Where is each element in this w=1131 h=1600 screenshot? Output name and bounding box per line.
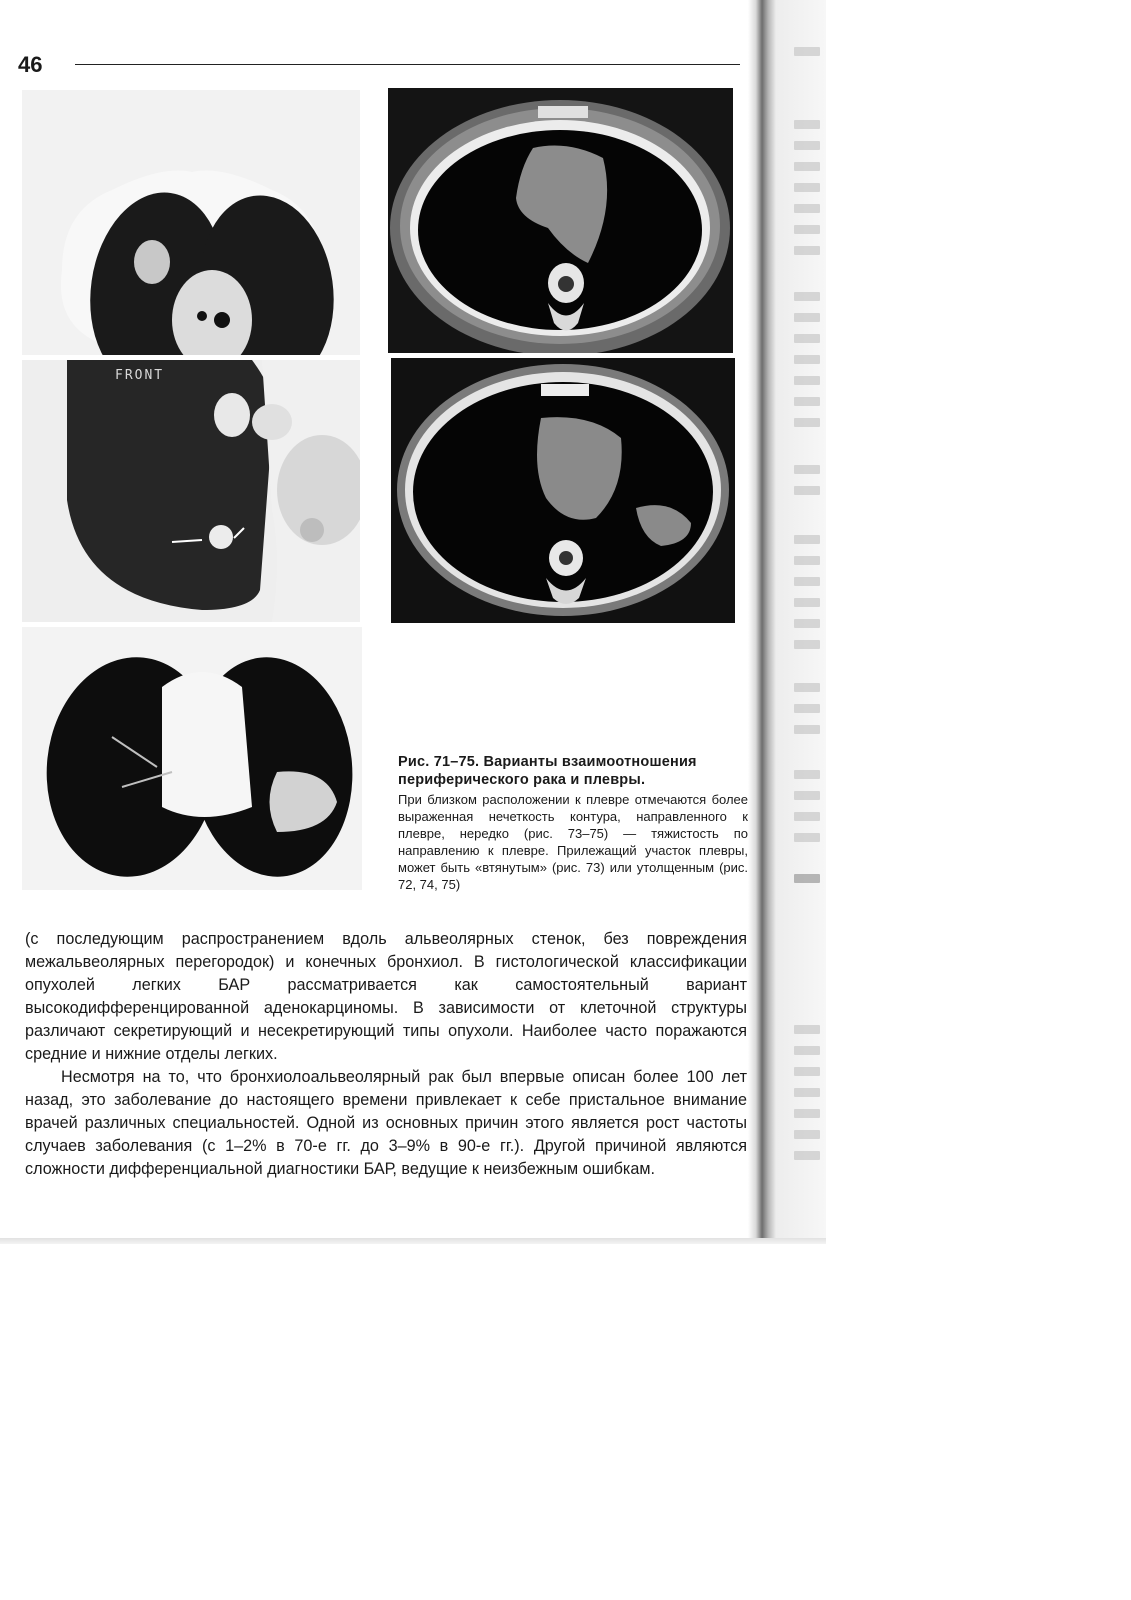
next-page-edge bbox=[790, 0, 826, 1240]
caption-title: Рис. 71–75. Варианты взаимоотношения периферического рака и плевры. bbox=[398, 754, 697, 788]
body-paragraph-1: (с последующим распространением вдоль альвеолярных стенок, без повреждения межальвеолярных перегородок) и конечных бронхиол. В гистологической классификации опухолей легких БАР рассматривается как самостоятельный вариант высокодифференцированной аденокарциномы. В зависимости от клеточной структуры различают секретирующий и несекретирующий типы опухоли. Наиболее часто поражаются средние и нижние отделы легких. bbox=[25, 930, 747, 1063]
page-bottom-edge bbox=[0, 1238, 826, 1244]
figure-caption bbox=[398, 753, 748, 893]
figure-75 bbox=[22, 627, 362, 890]
page-number: 46 bbox=[18, 52, 43, 77]
header-rule bbox=[75, 64, 740, 65]
figure-71 bbox=[22, 90, 360, 355]
ct-scan-mediastinal-window-upper bbox=[388, 88, 733, 353]
ct-scan-lung-window-upper bbox=[22, 90, 360, 355]
figure-74 bbox=[391, 358, 735, 623]
ct-scan-lung-window-lower bbox=[22, 627, 362, 890]
ct-scan-mediastinal-window-lower bbox=[391, 358, 735, 623]
figure-73 bbox=[22, 360, 360, 622]
ct-scan-lung-window-front bbox=[22, 360, 360, 622]
body-paragraph-2: Несмотря на то, что бронхиолоальвеолярный рак был впервые описан более 100 лет назад, это заболевание до настоящего времени привлекает к себе пристальное внимание врачей различных специальностей. Одной из основных причин этого является рост частоты случаев заболевания (с 1–2% в 70-е гг. до 3–9% в 90-е гг.). Другой причиной являются сложности дифференциальной диагностики БАР, ведущие к неизбежным ошибкам. bbox=[25, 1068, 747, 1178]
caption-body: При близком расположении к плевре отмечаются более выраженная нечеткость контура, направленного к плевре, нередко (рис. 73–75) — тяжистость по направлению к плевре. Прилежащий участок плевры, может быть «втянутым» (рис. 73) или утолщенным (рис. 72, 74, 75) bbox=[398, 792, 748, 892]
figure-73-front-label: FRONT bbox=[115, 368, 165, 383]
body-text bbox=[25, 928, 747, 1181]
figure-72 bbox=[388, 88, 733, 353]
